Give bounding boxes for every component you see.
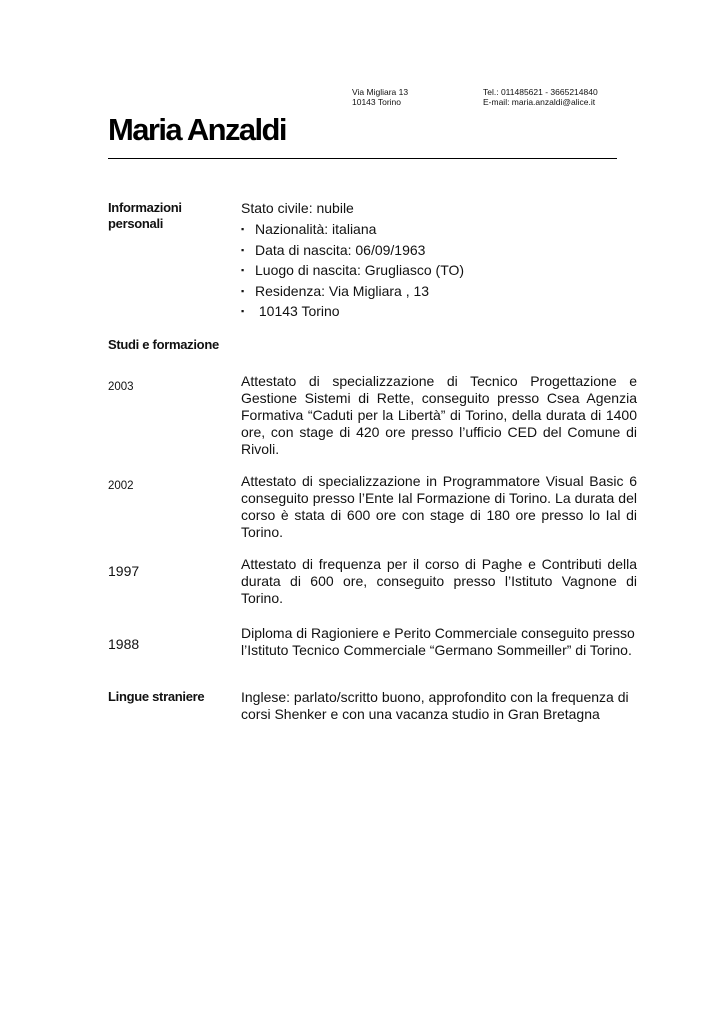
languages-text: Inglese: parlato/scritto buono, approfondito con la frequenza di corsi Shenker e con una vacanza studio in Gran Bretagna [241,689,629,722]
marital-status: Stato civile: nubile [241,200,354,216]
email-line: E-mail: maria.anzaldi@alice.it [483,97,596,107]
list-item: ▪ Nazionalità: italiana [241,221,377,237]
section-label-languages: Lingue straniere [108,689,205,704]
education-entry-1988: Diploma di Ragioniere e Perito Commerciale conseguito presso l’Istituto Tecnico Commerciale “Germano Sommeiller” di Torino. [241,625,635,658]
education-year-2002: 2002 [108,480,134,492]
phone-line: Tel.: 011485621 - 3665214840 [483,87,598,97]
address-line-1: Via Migliara 13 [352,87,409,97]
list-item: ▪ Data di nascita: 06/09/1963 [241,241,426,258]
bullet-icon: ▪ [241,306,245,316]
education-entry-2003: Attestato di specializzazione di Tecnico Progettazione e Gestione Sistemi di Rette, conseguito presso Csea Agenzia Formativa “Caduti per la Libertà” di Torino, della durata di 1400 ore, con stage di 420 ore presso l’ufficio CED del Comune di Rivoli. [241,373,637,457]
list-item: ▪ Residenza: Via Migliara , 13 [241,282,430,299]
education-year-1997: 1997 [108,563,140,579]
personal-info-list [241,221,464,324]
education-entry-2002: Attestato di specializzazione in Programmatore Visual Basic 6 conseguito presso l’Ente Ial Formazione di Torino. La durata del corso è stata di 600 ore con stage di 180 ore presso lo Ial di Torino. [241,473,637,540]
person-name: Maria Anzaldi [108,112,286,147]
list-item: ▪ 10143 Torino [241,303,340,319]
list-item: ▪ Luogo di nascita: Grugliasco (TO) [241,262,465,278]
bullet-icon: ▪ [241,224,245,234]
bullet-icon: ▪ [241,265,245,275]
bullet-icon: ▪ [241,244,245,255]
section-label-personal: Informazioni personali [108,200,182,231]
education-year-1988: 1988 [108,636,140,652]
bullet-icon: ▪ [241,285,245,296]
header-divider [108,158,617,159]
education-entry-1997: Attestato di frequenza per il corso di Paghe e Contributi della durata di 600 ore, conseguito presso l’Istituto Vagnone di Torino. [241,556,637,606]
contact-phone-email [483,87,598,107]
section-label-education: Studi e formazione [108,337,219,352]
education-year-2003: 2003 [108,381,134,393]
contact-address [352,87,408,107]
address-line-2: 10143 Torino [352,97,401,107]
